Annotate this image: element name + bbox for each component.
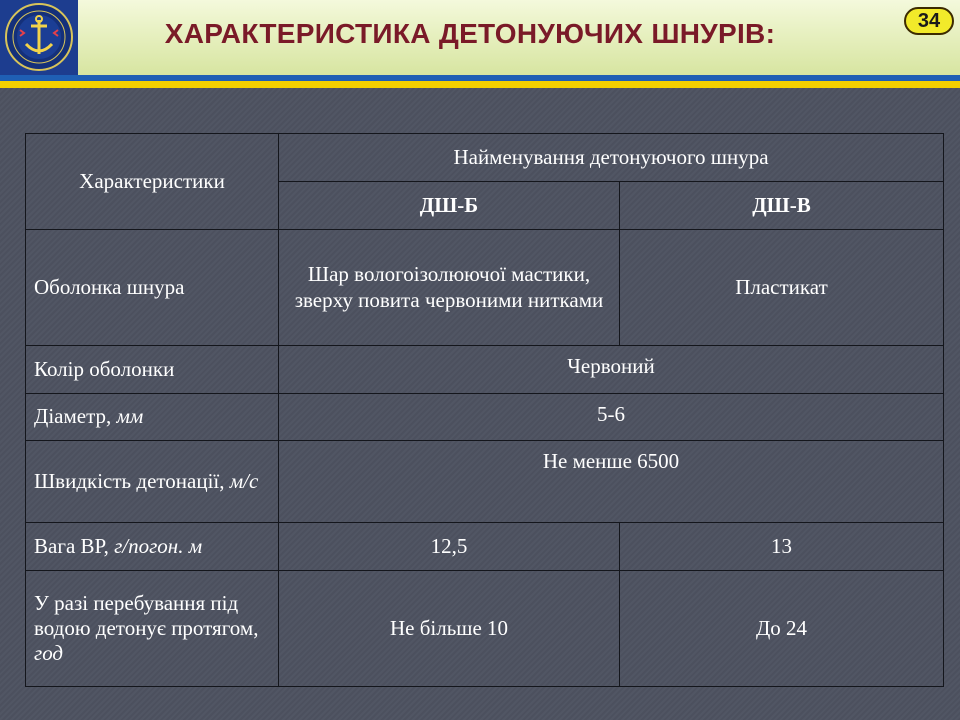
unit-label: м/с xyxy=(229,468,259,493)
row-label-diameter: Діаметр, мм xyxy=(26,394,279,441)
header-characteristics: Характеристики xyxy=(26,134,279,230)
header-stripe-yellow xyxy=(0,81,960,88)
table-row xyxy=(26,523,944,571)
table-row xyxy=(26,571,944,687)
row-label-weight: Вага ВР, г/погон. м xyxy=(26,523,279,571)
table-row xyxy=(26,441,944,523)
cell-sheath-dsh-b: Шар вологоізолюючої мастики, зверху повита червоними нитками xyxy=(279,230,620,346)
cell-color-merged: Червоний xyxy=(279,346,944,394)
cell-diameter-merged: 5-6 xyxy=(279,394,944,441)
page-number-badge: 34 xyxy=(904,7,954,35)
cell-sheath-dsh-v: Пластикат xyxy=(620,230,944,346)
cell-speed-merged: Не менше 6500 xyxy=(279,441,944,523)
page-title: ХАРАКТЕРИСТИКА ДЕТОНУЮЧИХ ШНУРІВ: xyxy=(164,18,776,49)
column-dsh-v: ДШ-В xyxy=(620,182,944,230)
detonating-cord-spec-table xyxy=(25,133,944,687)
unit-label: мм xyxy=(116,404,144,429)
unit-label: год xyxy=(34,641,64,666)
table-row xyxy=(26,230,944,346)
cell-underwater-dsh-v: До 24 xyxy=(620,571,944,687)
cell-weight-dsh-v: 13 xyxy=(620,523,944,571)
table-row xyxy=(26,394,944,441)
table-header-row xyxy=(26,134,944,182)
row-label-detonation-speed: Швидкість детонації, м/с xyxy=(26,441,279,523)
navy-emblem-icon xyxy=(0,0,78,75)
row-label-sheath: Оболонка шнура xyxy=(26,230,279,346)
cell-underwater-dsh-b: Не більше 10 xyxy=(279,571,620,687)
column-dsh-b: ДШ-Б xyxy=(279,182,620,230)
table-row xyxy=(26,346,944,394)
cell-weight-dsh-b: 12,5 xyxy=(279,523,620,571)
row-label-underwater: У разі перебування під водою детонує протягом, год xyxy=(26,571,279,687)
header-cord-name: Найменування детонуючого шнура xyxy=(279,134,944,182)
unit-label: г/погон. м xyxy=(114,533,203,558)
row-label-color: Колір оболонки xyxy=(26,346,279,394)
